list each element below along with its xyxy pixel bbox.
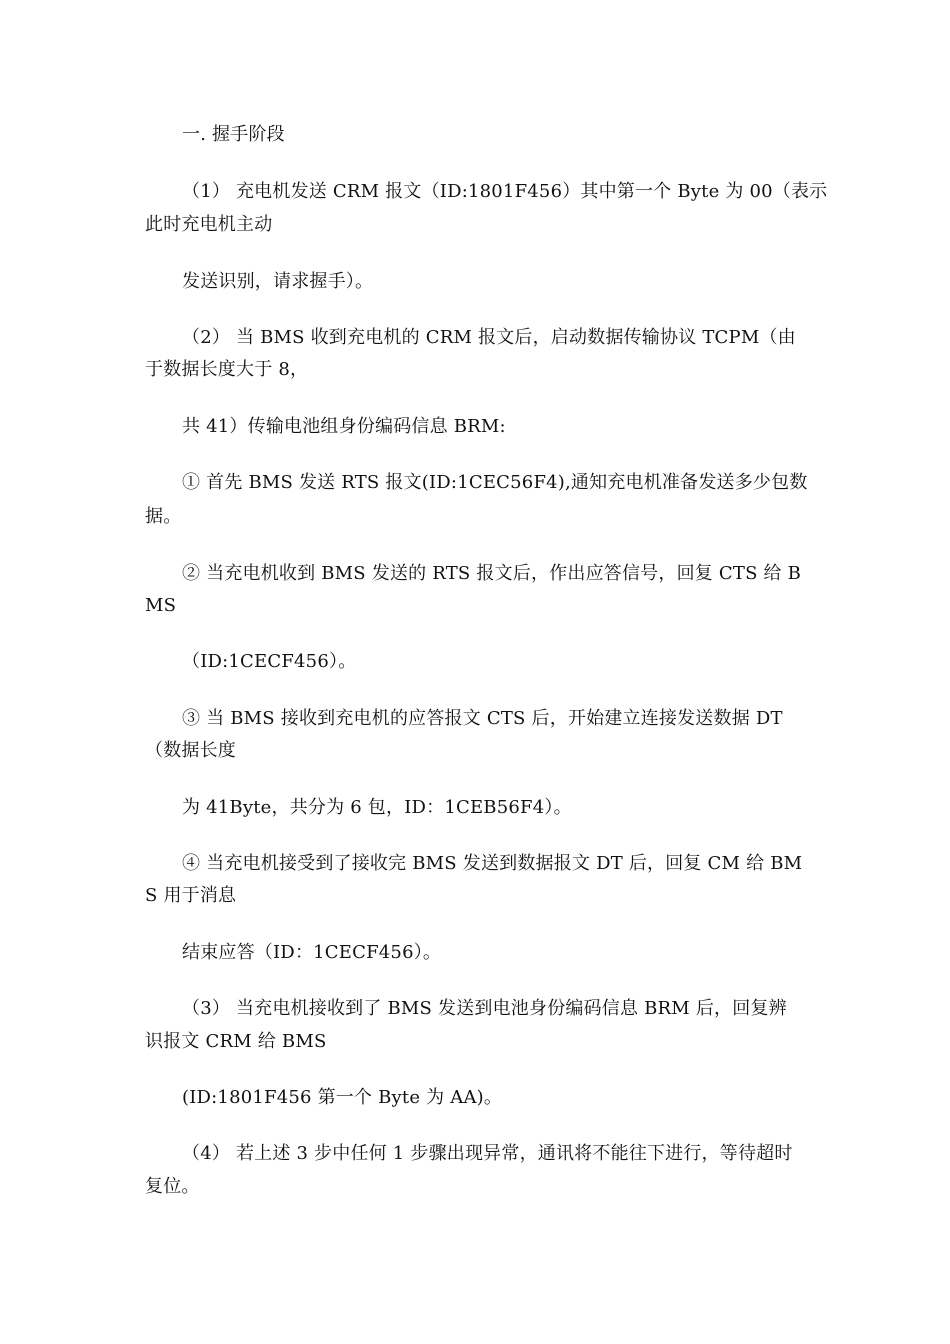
paragraph-line: （3） 当充电机接收到了 BMS 发送到电池身份编码信息 BRM 后，回复辨 (182, 998, 787, 1019)
paragraph-line: （2） 当 BMS 收到充电机的 CRM 报文后，启动数据传输协议 TCPM（由 (182, 327, 796, 348)
paragraph-line: S 用于消息 (145, 885, 237, 906)
paragraph-line: ② 当充电机收到 BMS 发送的 RTS 报文后，作出应答信号，回复 CTS 给 B (182, 563, 802, 584)
paragraph-line: (ID:1801F456 第一个 Byte 为 AA)。 (182, 1087, 503, 1108)
paragraph-line: 结束应答（ID：1CECF456）。 (182, 942, 442, 963)
paragraph-line: 识报文 CRM 给 BMS (145, 1031, 327, 1052)
paragraph-line: ① 首先 BMS 发送 RTS 报文(ID:1CEC56F4),通知充电机准备发送多少包数 (182, 472, 808, 493)
paragraph-line: 为 41Byte，共分为 6 包，ID：1CEB56F4）。 (182, 797, 572, 818)
paragraph-line: MS (145, 595, 177, 616)
paragraph-line: （ID:1CECF456）。 (182, 651, 357, 672)
paragraph-line: （4） 若上述 3 步中任何 1 步骤出现异常，通讯将不能往下进行，等待超时 (182, 1143, 793, 1164)
paragraph-line: 发送识别，请求握手）。 (182, 271, 374, 292)
paragraph-line: （1） 充电机发送 CRM 报文（ID:1801F456）其中第一个 Byte 为 00（表示 (182, 181, 828, 202)
paragraph-line: 此时充电机主动 (145, 214, 273, 235)
paragraph-line: ④ 当充电机接受到了接收完 BMS 发送到数据报文 DT 后，回复 CM 给 BM (182, 853, 803, 874)
paragraph-line: 于数据长度大于 8， (145, 359, 309, 380)
paragraph-line: ③ 当 BMS 接收到充电机的应答报文 CTS 后，开始建立连接发送数据 DT (182, 708, 783, 729)
paragraph-line: 据。 (145, 506, 182, 527)
paragraph-line: 复位。 (145, 1176, 200, 1197)
paragraph-line: 共 41）传输电池组身份编码信息 BRM: (182, 416, 506, 437)
paragraph-line: （数据长度 (145, 740, 236, 761)
section-heading: 一. 握手阶段 (182, 124, 285, 145)
